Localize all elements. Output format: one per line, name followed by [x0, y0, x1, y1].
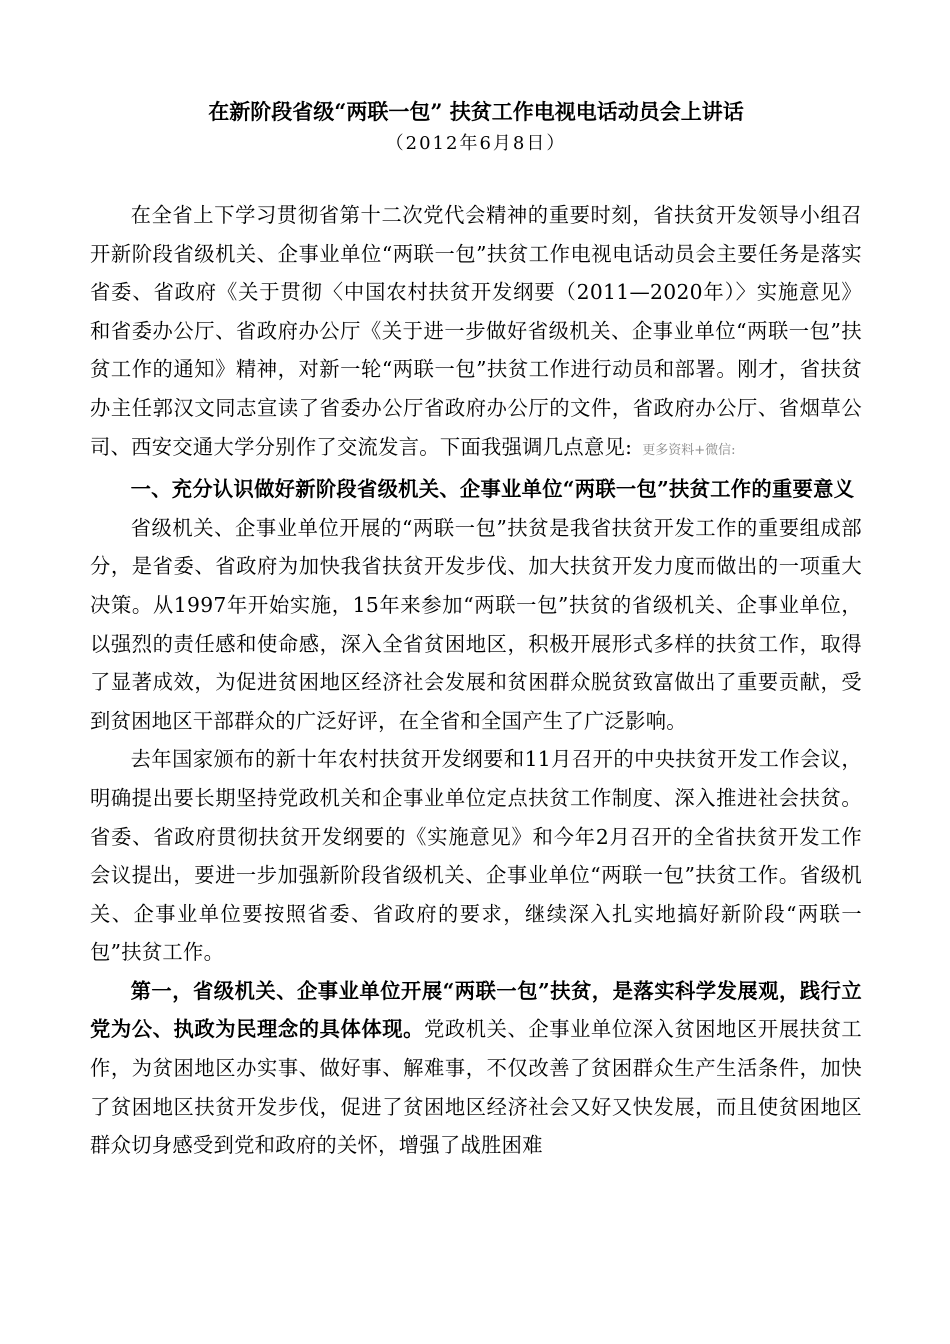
document-page — [90, 96, 862, 1165]
paragraph-point-one — [90, 972, 862, 1165]
intro-paragraph — [90, 196, 862, 470]
section-heading-1: 一、充分认识做好新阶段省级机关、企事业单位“两联一包”扶贫工作的重要意义 — [130, 477, 855, 502]
point-one-lead: 第一，省级机关、企事业单位开展“两联一包”扶贫，是落实科学发展观，践行立党为公、执政为民理念的具体体现。 — [90, 978, 862, 1042]
document-title: 在新阶段省级“两联一包” 扶贫工作电视电话动员会上讲话 — [208, 99, 744, 124]
paragraph-significance: 省级机关、企事业单位开展的“两联一包”扶贫是我省扶贫开发工作的重要组成部分，是省委、省政府为加快我省扶贫开发步伐、加大扶贫开发力度而做出的一项重大决策。从1997年开始实施，15年来参加“两联一包”扶贫的省级机关、企事业单位，以强烈的责任感和使命感，深入全省贫困地区，积极开展形式多样的扶贫工作，取得了显著成效，为促进贫困地区经济社会发展和贫困群众脱贫致富做出了重要贡献，受到贫困地区干部群众的广泛好评，在全省和全国产生了广泛影响。 — [90, 515, 862, 733]
watermark-note: 更多资料+微信: — [642, 442, 736, 458]
intro-text: 在全省上下学习贯彻省第十二次党代会精神的重要时刻，省扶贫开发领导小组召开新阶段省级机关、企事业单位“两联一包”扶贫工作电视电话动员会主要任务是落实省委、省政府《关于贯彻〈中国农村扶贫开发纲要（2011—2020年）〉实施意见》和省委办公厅、省政府办公厅《关于进一步做好省级机关、企事业单位“两联一包”扶贫工作的通知》精神，对新一轮“两联一包”扶贫工作进行动员和部署。刚才，省扶贫办主任郭汉文同志宣读了省委办公厅省政府办公厅的文件，省政府办公厅、省烟草公司、西安交通大学分别作了交流发言。下面我强调几点意见: — [90, 203, 862, 459]
point-one-text: 党政机关、企事业单位深入贫困地区开展扶贫工作，为贫困地区办实事、做好事、解难事，不仅改善了贫困群众生产生活条件，加快了贫困地区扶贫开发步伐，促进了贫困地区经济社会又好又快发展，而且使贫困地区群众切身感受到党和政府的关怀，增强了战胜困难 — [90, 1017, 862, 1158]
speech-date: （2012年6月8日） — [385, 133, 567, 154]
paragraph-policy-context: 去年国家颁布的新十年农村扶贫开发纲要和11月召开的中央扶贫开发工作会议，明确提出要长期坚持党政机关和企事业单位定点扶贫工作制度、深入推进社会扶贫。省委、省政府贯彻扶贫开发纲要的《实施意见》和今年2月召开的全省扶贫开发工作会议提出，要进一步加强新阶段省级机关、企事业单位“两联一包”扶贫工作。省级机关、企事业单位要按照省委、省政府的要求，继续深入扎实地搞好新阶段“两联一包”扶贫工作。 — [90, 747, 862, 965]
